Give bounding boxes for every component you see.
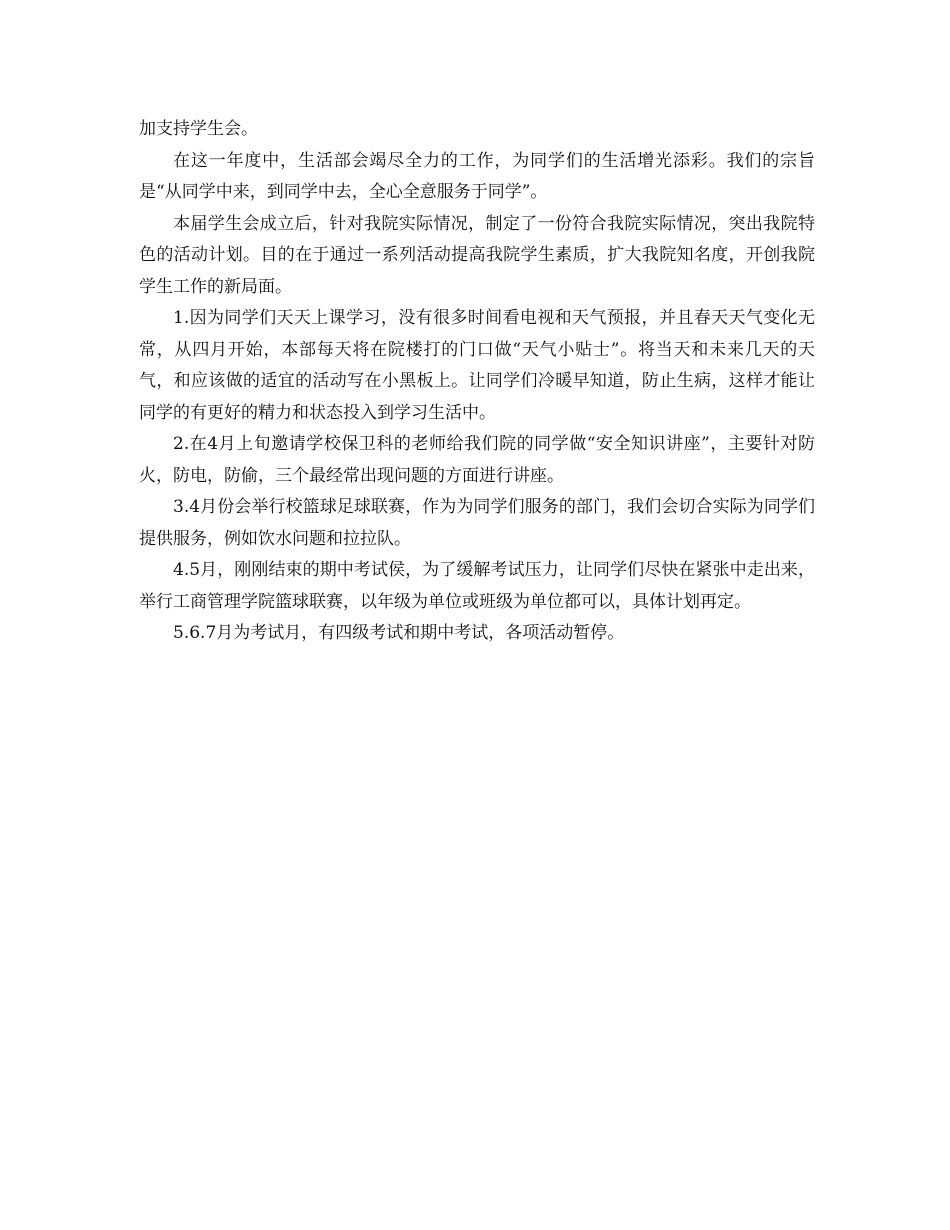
paragraph-item-3: 3.4月份会举行校篮球足球联赛，作为为同学们服务的部门，我们会切合实际为同学们提供服务，例如饮水问题和拉拉队。 <box>139 497 815 549</box>
paragraph-continuation: 加支持学生会。 <box>139 119 258 139</box>
paragraph-intro: 在这一年度中，生活部会竭尽全力的工作，为同学们的生活增光添彩。我们的宗旨是“从同学中来，到同学中去，全心全意服务于同学”。 <box>139 150 815 202</box>
paragraph-item-5: 5.6.7月为考试月，有四级考试和期中考试，各项活动暂停。 <box>173 623 625 643</box>
paragraph-item-1: 1.因为同学们天天上课学习，没有很多时间看电视和天气预报，并且春天天气变化无常，从四月开始，本部每天将在院楼打的门口做“天气小贴士”。将当天和未来几天的天气，和应该做的适宜的活动写在小黑板上。让同学们冷暖早知道，防止生病，这样才能让同学的有更好的精力和状态投入到学习生活中。 <box>139 308 815 423</box>
paragraph-item-4: 4.5月，刚刚结束的期中考试侯，为了缓解考试压力，让同学们尽快在紧张中走出来，举行工商管理学院篮球联赛，以年级为单位或班级为单位都可以，具体计划再定。 <box>139 560 815 612</box>
paragraph-item-2: 2.在4月上旬邀请学校保卫科的老师给我们院的同学做“安全知识讲座”，主要针对防火，防电，防偷，三个最经常出现问题的方面进行讲座。 <box>139 434 815 486</box>
paragraph-plan: 本届学生会成立后，针对我院实际情况，制定了一份符合我院实际情况，突出我院特色的活动计划。目的在于通过一系列活动提高我院学生素质，扩大我院知名度，开创我院学生工作的新局面。 <box>139 213 815 297</box>
document-body <box>139 114 815 650</box>
